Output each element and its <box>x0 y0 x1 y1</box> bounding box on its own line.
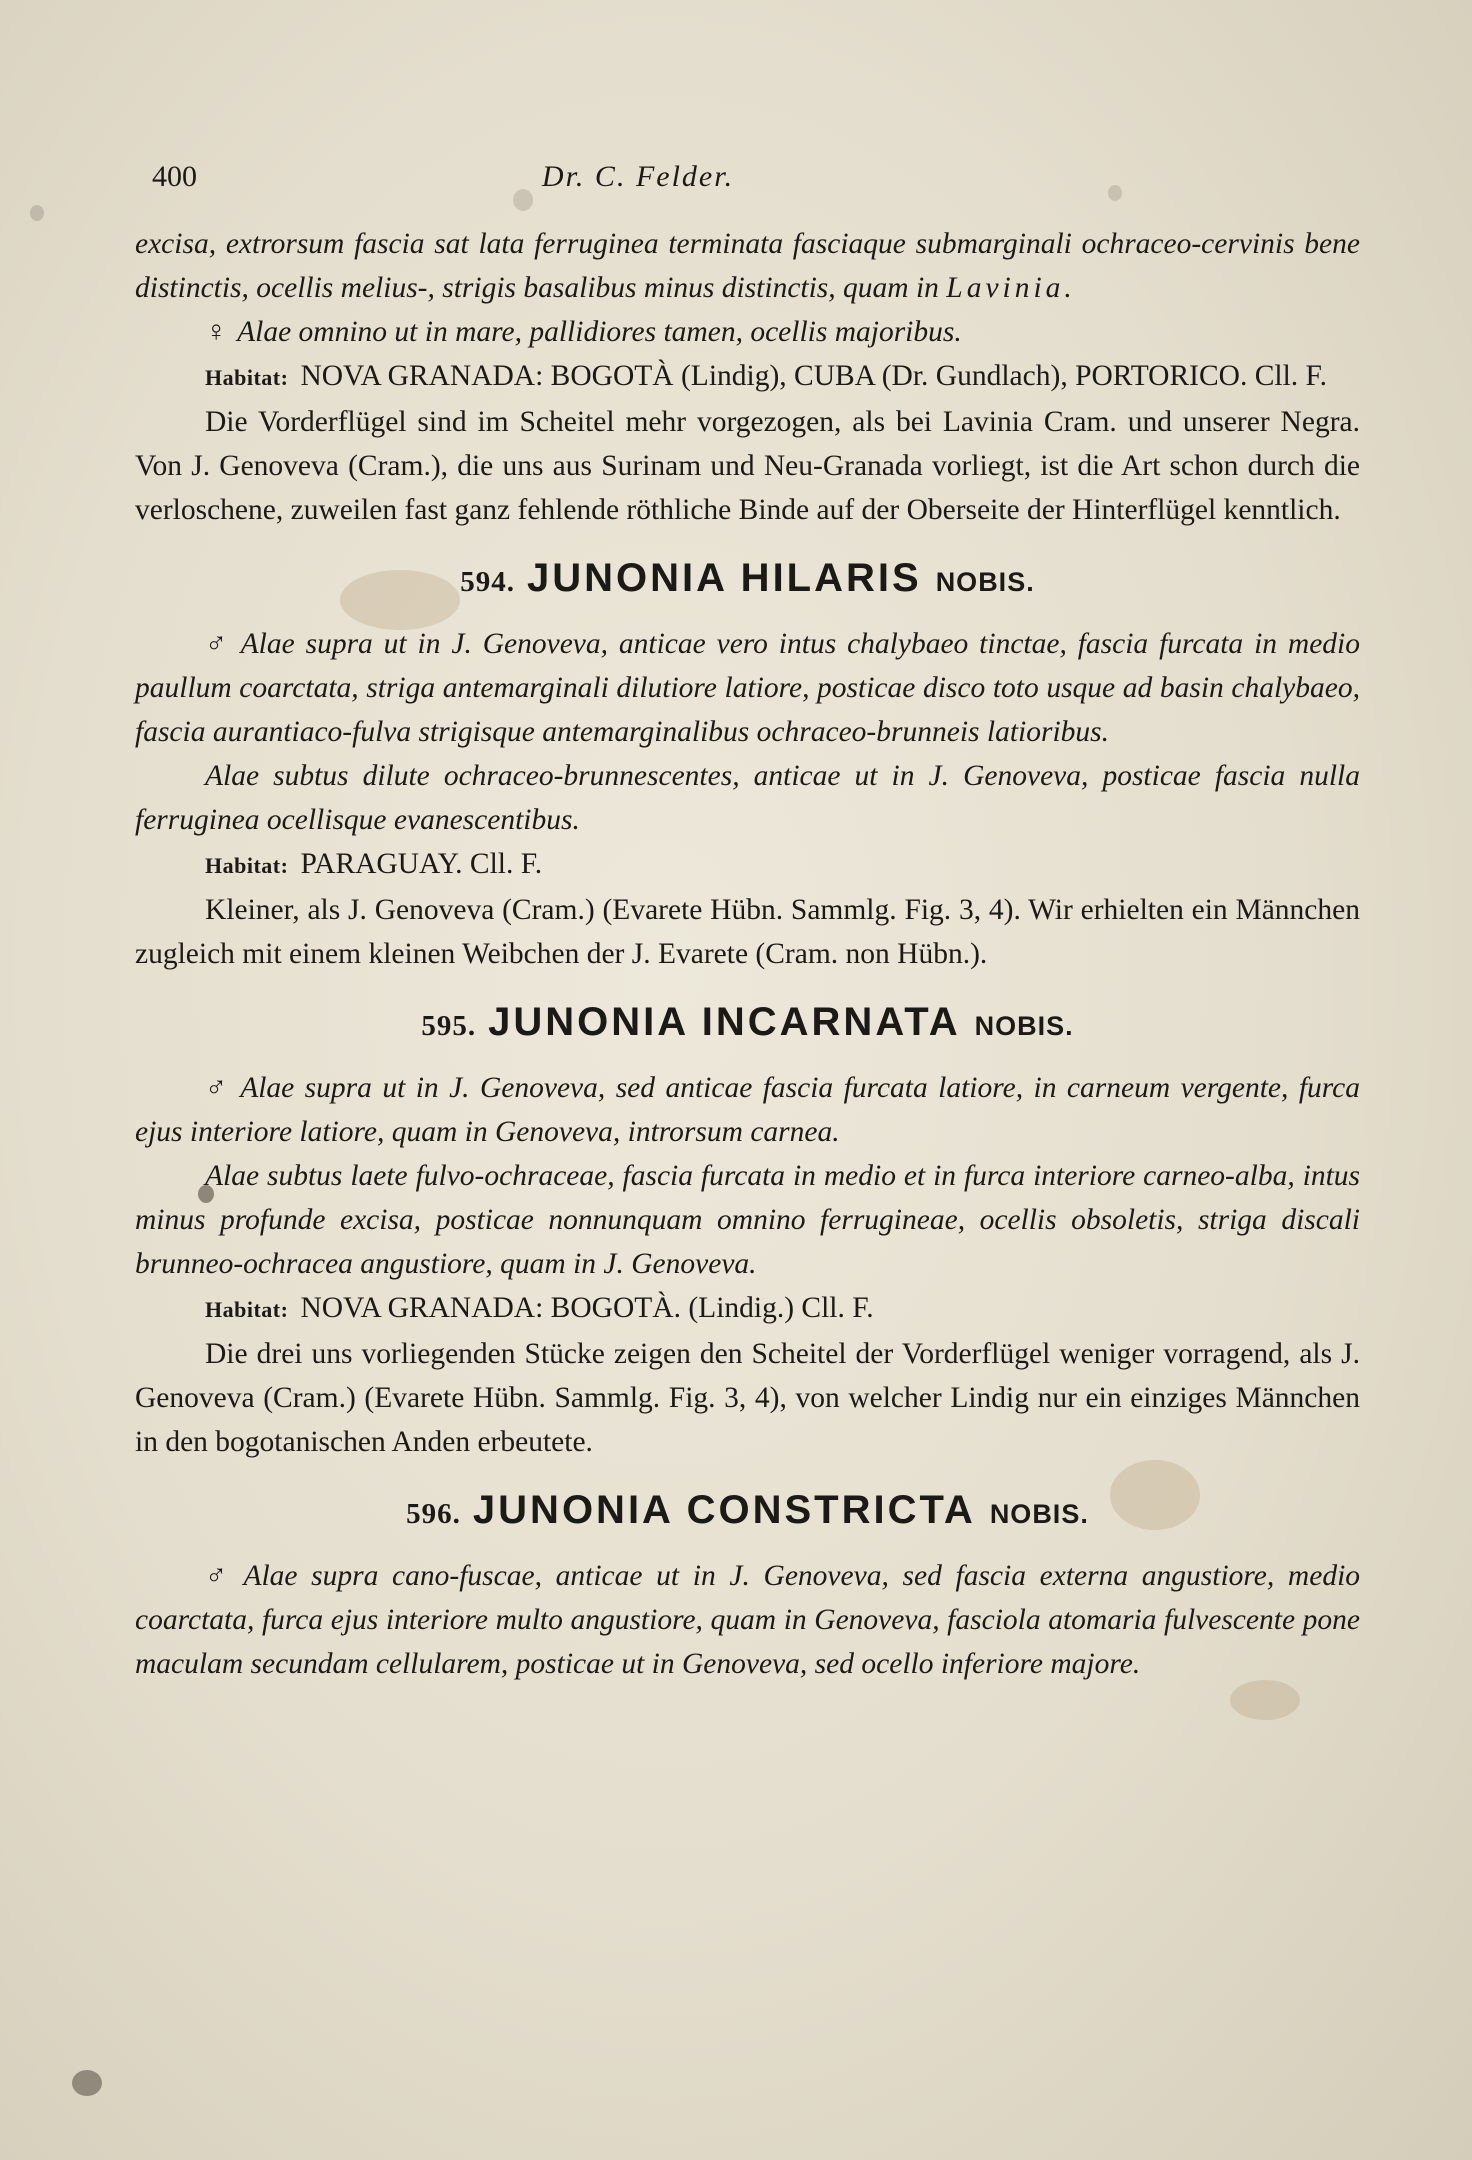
habitat-text: PARAGUAY. Cll. F. <box>300 848 543 880</box>
species-name: JUNONIA INCARNATA <box>488 1000 961 1044</box>
habitat-label: Habitat: <box>205 1297 289 1322</box>
male-symbol-icon: ♂ <box>205 1560 234 1592</box>
running-head: Dr. C. Felder. <box>541 160 735 193</box>
page-header <box>152 160 872 204</box>
species-name: JUNONIA HILARIS <box>527 556 922 600</box>
female-description: ♀ Alae omnino ut in mare, pallidiores tamen, ocellis majoribus. <box>205 316 962 348</box>
habitat-text: NOVA GRANADA: BOGOTÀ (Lindig), CUBA (Dr. Gundlach), PORTORICO. Cll. F. <box>300 360 1327 392</box>
german-paragraph: Die Vorderflügel sind im Scheitel mehr vorgezogen, als bei Lavinia Cram. und unserer Negra. Von J. Genoveva (Cram.), die uns aus Surinam und Neu-Granada vorliegt, ist die Art schon durch die verloschene, zuweilen fast ganz fehlende röthliche Binde auf der Oberseite der Hinterflügel kenntlich. <box>135 406 1360 526</box>
species-number: 596. <box>406 1498 461 1530</box>
species-author: NOBIS. <box>989 1499 1089 1529</box>
habitat-line <box>135 1286 1360 1332</box>
species-heading <box>135 552 1360 608</box>
male-symbol-icon: ♂ <box>205 628 231 660</box>
male-description: ♂ Alae supra ut in J. Genoveva, anticae vero intus chalybaeo tinctae, fascia furcata in medio paullum coarctata, striga antemarginali dilutiore latiore, posticae disco toto usque ad basin chalybaeo, fascia aurantiaco-fulva strigisque antemarginalibus ochraceo-brunneis latioribus. <box>135 628 1360 748</box>
german-paragraph: Die drei uns vorliegenden Stücke zeigen den Scheitel der Vorderflügel weniger vorragend, als J. Genoveva (Cram.) (Evarete Hübn. Sammlg. Fig. 3, 4), von welcher Lindig nur ein einziges Männchen in den bogotanischen Anden erbeutete. <box>135 1338 1360 1458</box>
ink-spot <box>1108 185 1122 201</box>
male-symbol-icon: ♂ <box>205 1072 231 1104</box>
habitat-line <box>135 354 1360 400</box>
male-description: ♂ Alae supra ut in J. Genoveva, sed anticae fascia furcata latiore, in carneum vergente, furca ejus interiore latiore, quam in Genoveva, introrsum carnea. <box>135 1072 1360 1148</box>
ink-spot <box>30 205 44 221</box>
habitat-label: Habitat: <box>205 853 289 878</box>
underside-description: Alae subtus laete fulvo-ochraceae, fascia furcata in medio et in furca interiore carneo-alba, intus minus profunde excisa, posticae nonnunquam omnino ferrugineae, ocellis obsoletis, striga discali brunneo-ochracea angustiore, quam in J. Genoveva. <box>135 1160 1360 1280</box>
habitat-label: Habitat: <box>205 365 289 390</box>
species-number: 594. <box>460 566 516 598</box>
species-number: 595. <box>421 1010 477 1042</box>
species-name: JUNONIA CONSTRICTA <box>472 1488 976 1532</box>
habitat-line <box>135 842 1360 888</box>
foxing-stain <box>1230 1680 1300 1720</box>
species-heading <box>135 1484 1360 1540</box>
habitat-text: NOVA GRANADA: BOGOTÀ. (Lindig.) Cll. F. <box>300 1292 874 1324</box>
ink-spot <box>72 2070 102 2096</box>
species-author: NOBIS. <box>935 567 1035 597</box>
species-heading <box>135 996 1360 1052</box>
species-author: NOBIS. <box>974 1011 1074 1041</box>
page-number: 400 <box>152 160 197 193</box>
latin-continuation: excisa, extrorsum fascia sat lata ferruginea terminata fasciaque submarginali ochraceo-cervinis bene distinctis, ocellis melius-, strigis basalibus minus distinctis, quam in Lavinia. <box>135 228 1360 304</box>
underside-description: Alae subtus dilute ochraceo-brunnescentes, anticae ut in J. Genoveva, posticae fascia nulla ferruginea ocellisque evanescentibus. <box>135 760 1360 836</box>
page-body <box>135 222 1360 1686</box>
german-paragraph: Kleiner, als J. Genoveva (Cram.) (Evarete Hübn. Sammlg. Fig. 3, 4). Wir erhielten ein Männchen zugleich mit einem kleinen Weibchen der J. Evarete (Cram. non Hübn.). <box>135 894 1360 970</box>
female-symbol-icon: ♀ <box>205 316 228 348</box>
male-description: ♂ Alae supra cano-fuscae, anticae ut in J. Genoveva, sed fascia externa angustiore, medio coarctata, furca ejus interiore multo angustiore, quam in Genoveva, fasciola atomaria fulvescente pone maculam secundam cellularem, posticae ut in Genoveva, sed ocello inferiore majore. <box>135 1560 1361 1680</box>
